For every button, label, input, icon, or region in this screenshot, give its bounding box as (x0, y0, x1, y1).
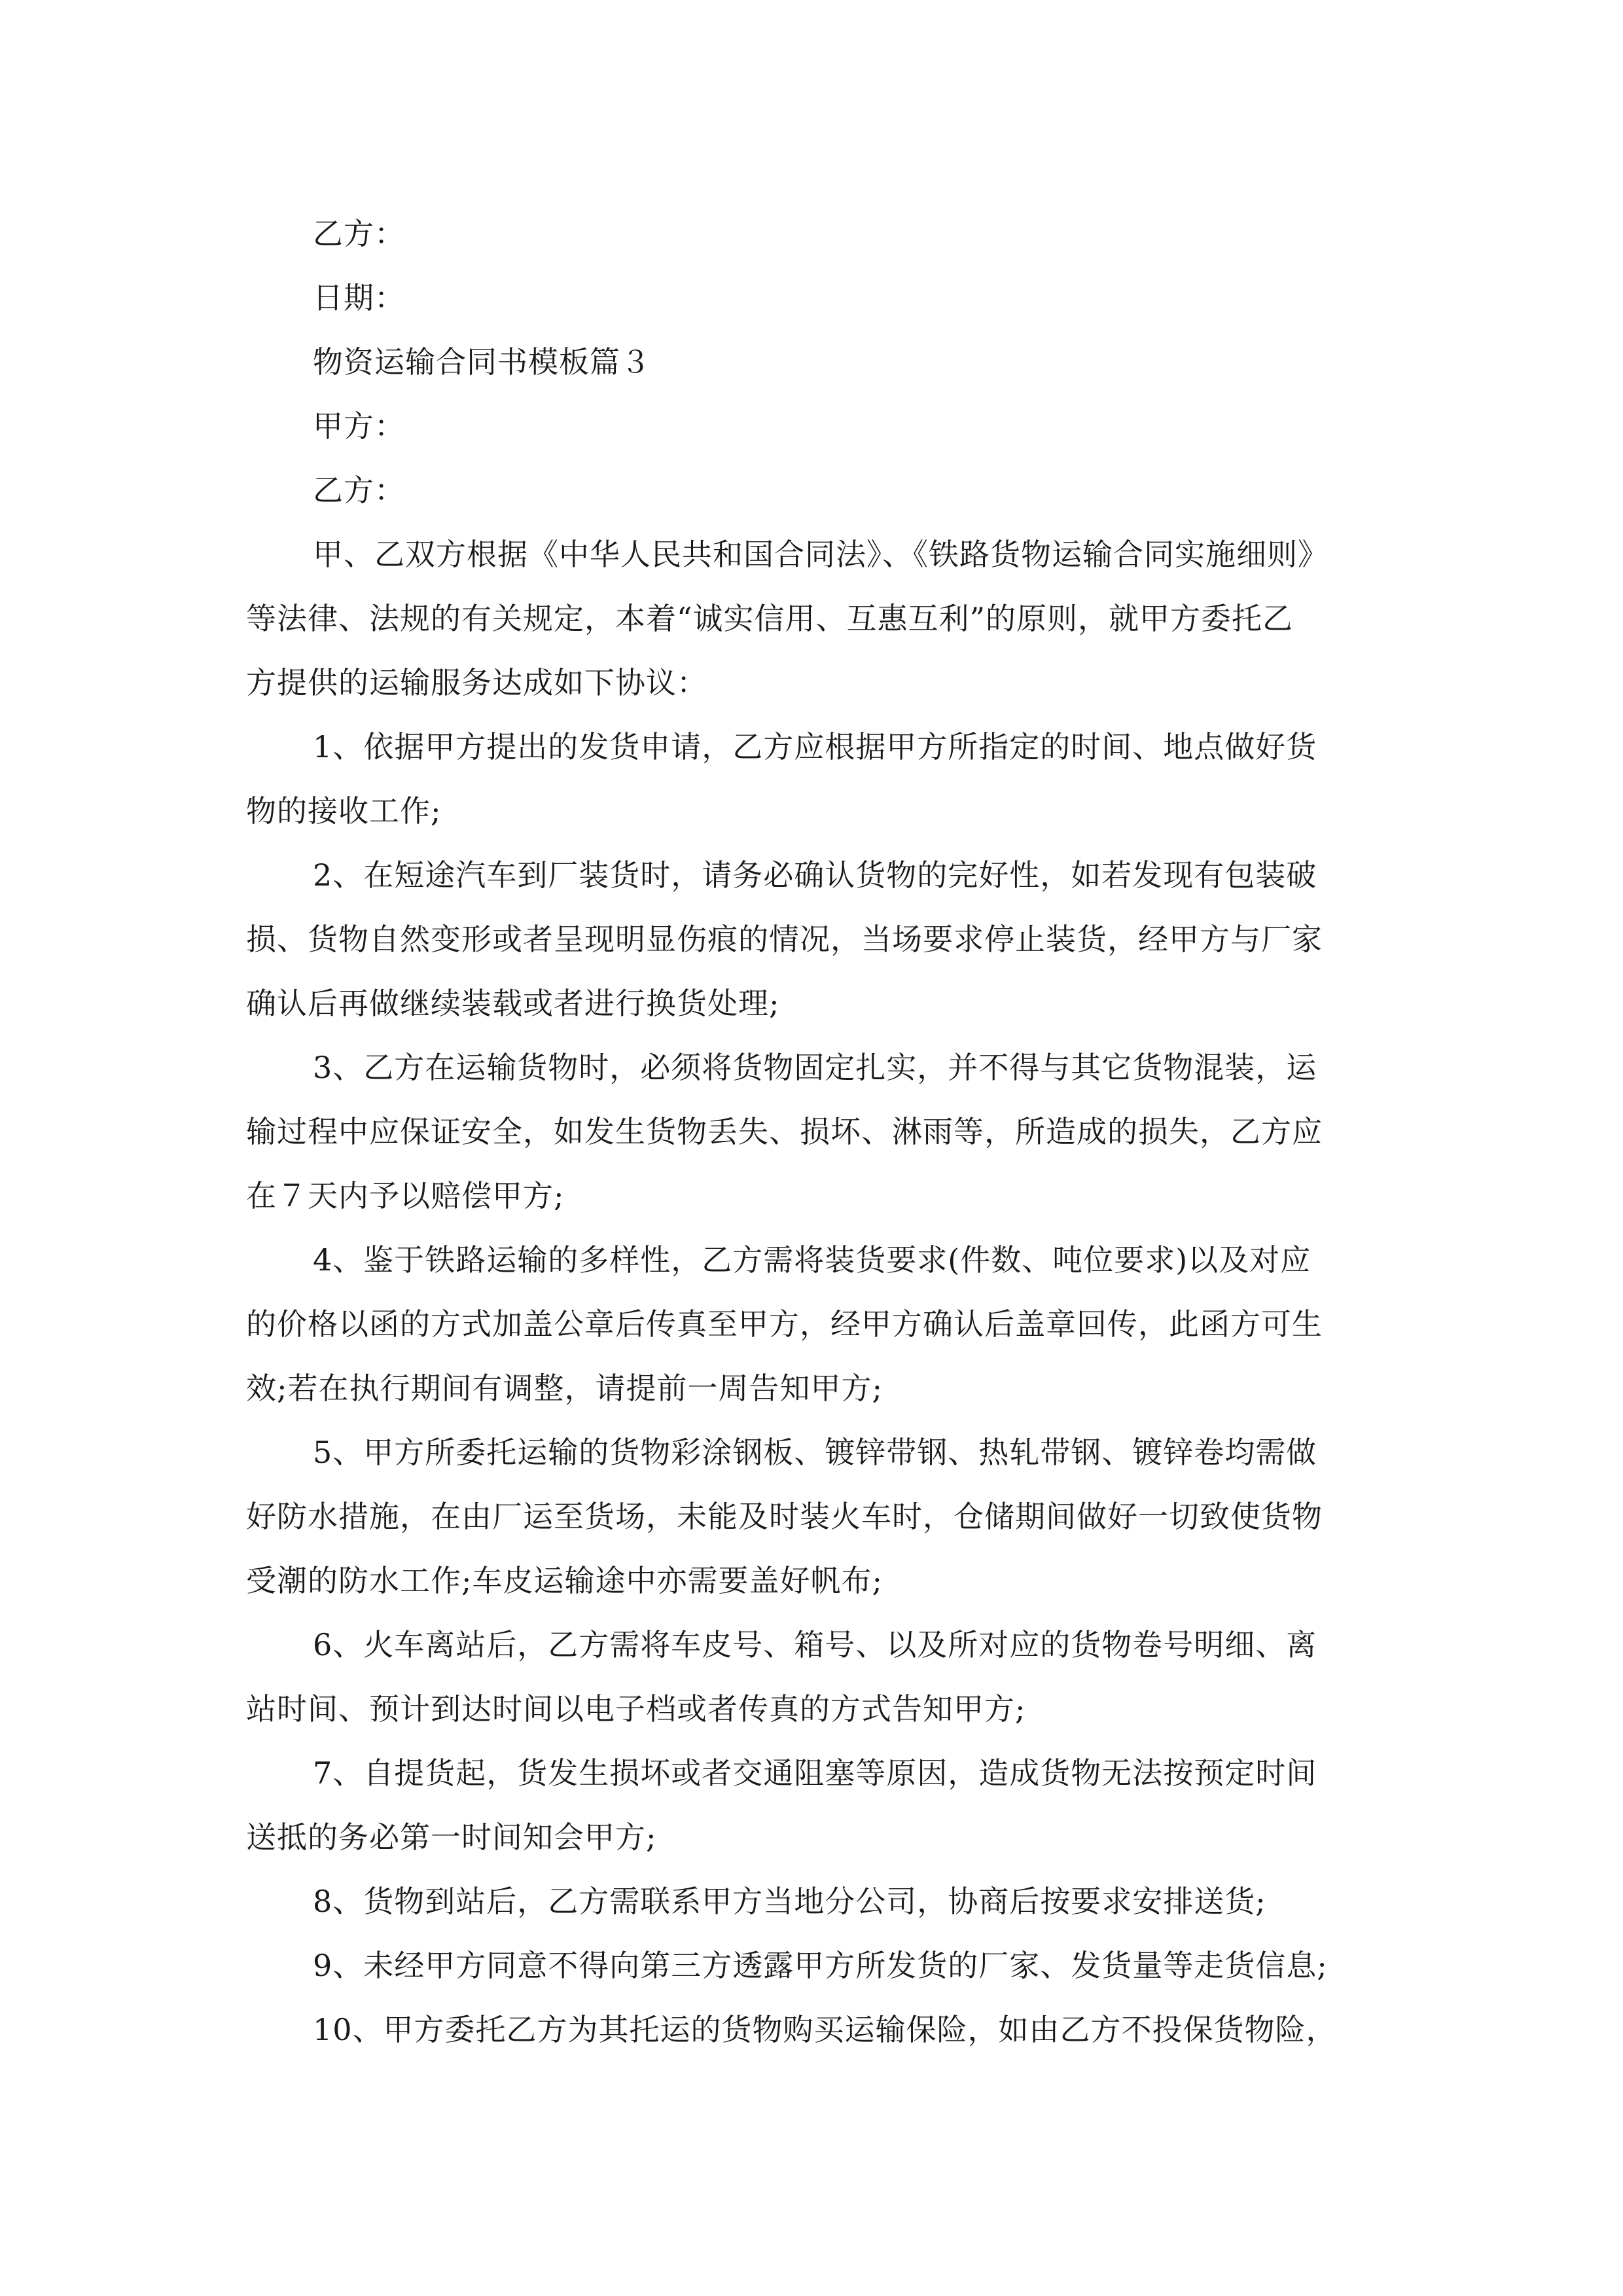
party-a-label: 甲方： (313, 408, 405, 444)
clause-10 (246, 1998, 1382, 2062)
paragraph-line: 站时间、预计到达时间以电子档或者传真的方式告知甲方; (246, 1691, 1026, 1727)
paragraph-line: 受潮的防水工作;车皮运输途中亦需要盖好帆布; (246, 1563, 883, 1598)
party-b-label: 乙方： (313, 216, 405, 251)
clause-7 (246, 1741, 1382, 1869)
paragraph-line: 等法律、法规的有关规定，本着“诚实信用、互惠互利”的原则，就甲方委托乙 (246, 601, 1294, 636)
clause-5 (246, 1420, 1382, 1613)
paragraph-line: 方提供的运输服务达成如下协议： (246, 665, 707, 700)
paragraph-line: 10、甲方委托乙方为其托运的货物购买运输保险，如由乙方不投保货物险， (313, 2012, 1337, 2047)
paragraph-line: 1、依据甲方提出的发货申请，乙方应根据甲方所指定的时间、地点做好货 (313, 729, 1317, 764)
paragraph-line: 4、鉴于铁路运输的多样性，乙方需将装货要求(件数、吨位要求)以及对应 (313, 1242, 1311, 1278)
clause-1 (246, 715, 1382, 843)
paragraph-line: 效;若在执行期间有调整，请提前一周告知甲方; (246, 1371, 883, 1406)
paragraph-line: 确认后再做继续装载或者进行换货处理; (246, 986, 780, 1021)
paragraph-line: 损、货物自然变形或者呈现明显伤痕的情况，当场要求停止装货，经甲方与厂家 (246, 922, 1323, 957)
paragraph-line: 输过程中应保证安全，如发生货物丢失、损坏、淋雨等，所造成的损失，乙方应 (246, 1114, 1323, 1149)
clause-9 (246, 1933, 1382, 1998)
paragraph-line: 8、货物到站后，乙方需联系甲方当地分公司，协商后按要求安排送货; (313, 1884, 1266, 1919)
clause-6 (246, 1613, 1382, 1741)
paragraph-line: 5、甲方所委托运输的货物彩涂钢板、镀锌带钢、热轧带钢、镀锌卷均需做 (313, 1435, 1317, 1470)
clause-3 (246, 1035, 1382, 1228)
paragraph-line: 2、在短途汽车到厂装货时，请务必确认货物的完好性，如若发现有包装破 (313, 857, 1317, 893)
clause-4 (246, 1228, 1382, 1420)
date-label: 日期： (313, 280, 405, 315)
paragraph-preamble (246, 522, 1382, 715)
clause-8 (246, 1869, 1382, 1933)
paragraph-line: 送抵的务必第一时间知会甲方; (246, 1820, 657, 1855)
paragraph-line: 6、火车离站后，乙方需将车皮号、箱号、以及所对应的货物卷号明细、离 (313, 1627, 1317, 1662)
paragraph-line: 在７天内予以赔偿甲方; (246, 1178, 565, 1213)
section-title: 物资运输合同书模板篇３ (313, 344, 651, 380)
paragraph-line: 7、自提货起，货发生损坏或者交通阻塞等原因，造成货物无法按预定时间 (313, 1755, 1317, 1791)
clause-2 (246, 843, 1382, 1035)
paragraph-line: 好防水措施，在由厂运至货场，未能及时装火车时，仓储期间做好一切致使货物 (246, 1499, 1323, 1534)
party-b-label-2: 乙方： (313, 473, 405, 508)
paragraph-line: 物的接收工作; (246, 793, 442, 829)
document-body (246, 202, 1382, 2062)
paragraph-line: 9、未经甲方同意不得向第三方透露甲方所发货的厂家、发货量等走货信息; (313, 1948, 1328, 1983)
paragraph-line: 的价格以函的方式加盖公章后传真至甲方，经甲方确认后盖章回传，此函方可生 (246, 1306, 1323, 1342)
paragraph-line: 甲、乙双方根据《中华人民共和国合同法》、《铁路货物运输合同实施细则》 (313, 537, 1329, 572)
paragraph-line: 3、乙方在运输货物时，必须将货物固定扎实，并不得与其它货物混装，运 (313, 1050, 1317, 1085)
